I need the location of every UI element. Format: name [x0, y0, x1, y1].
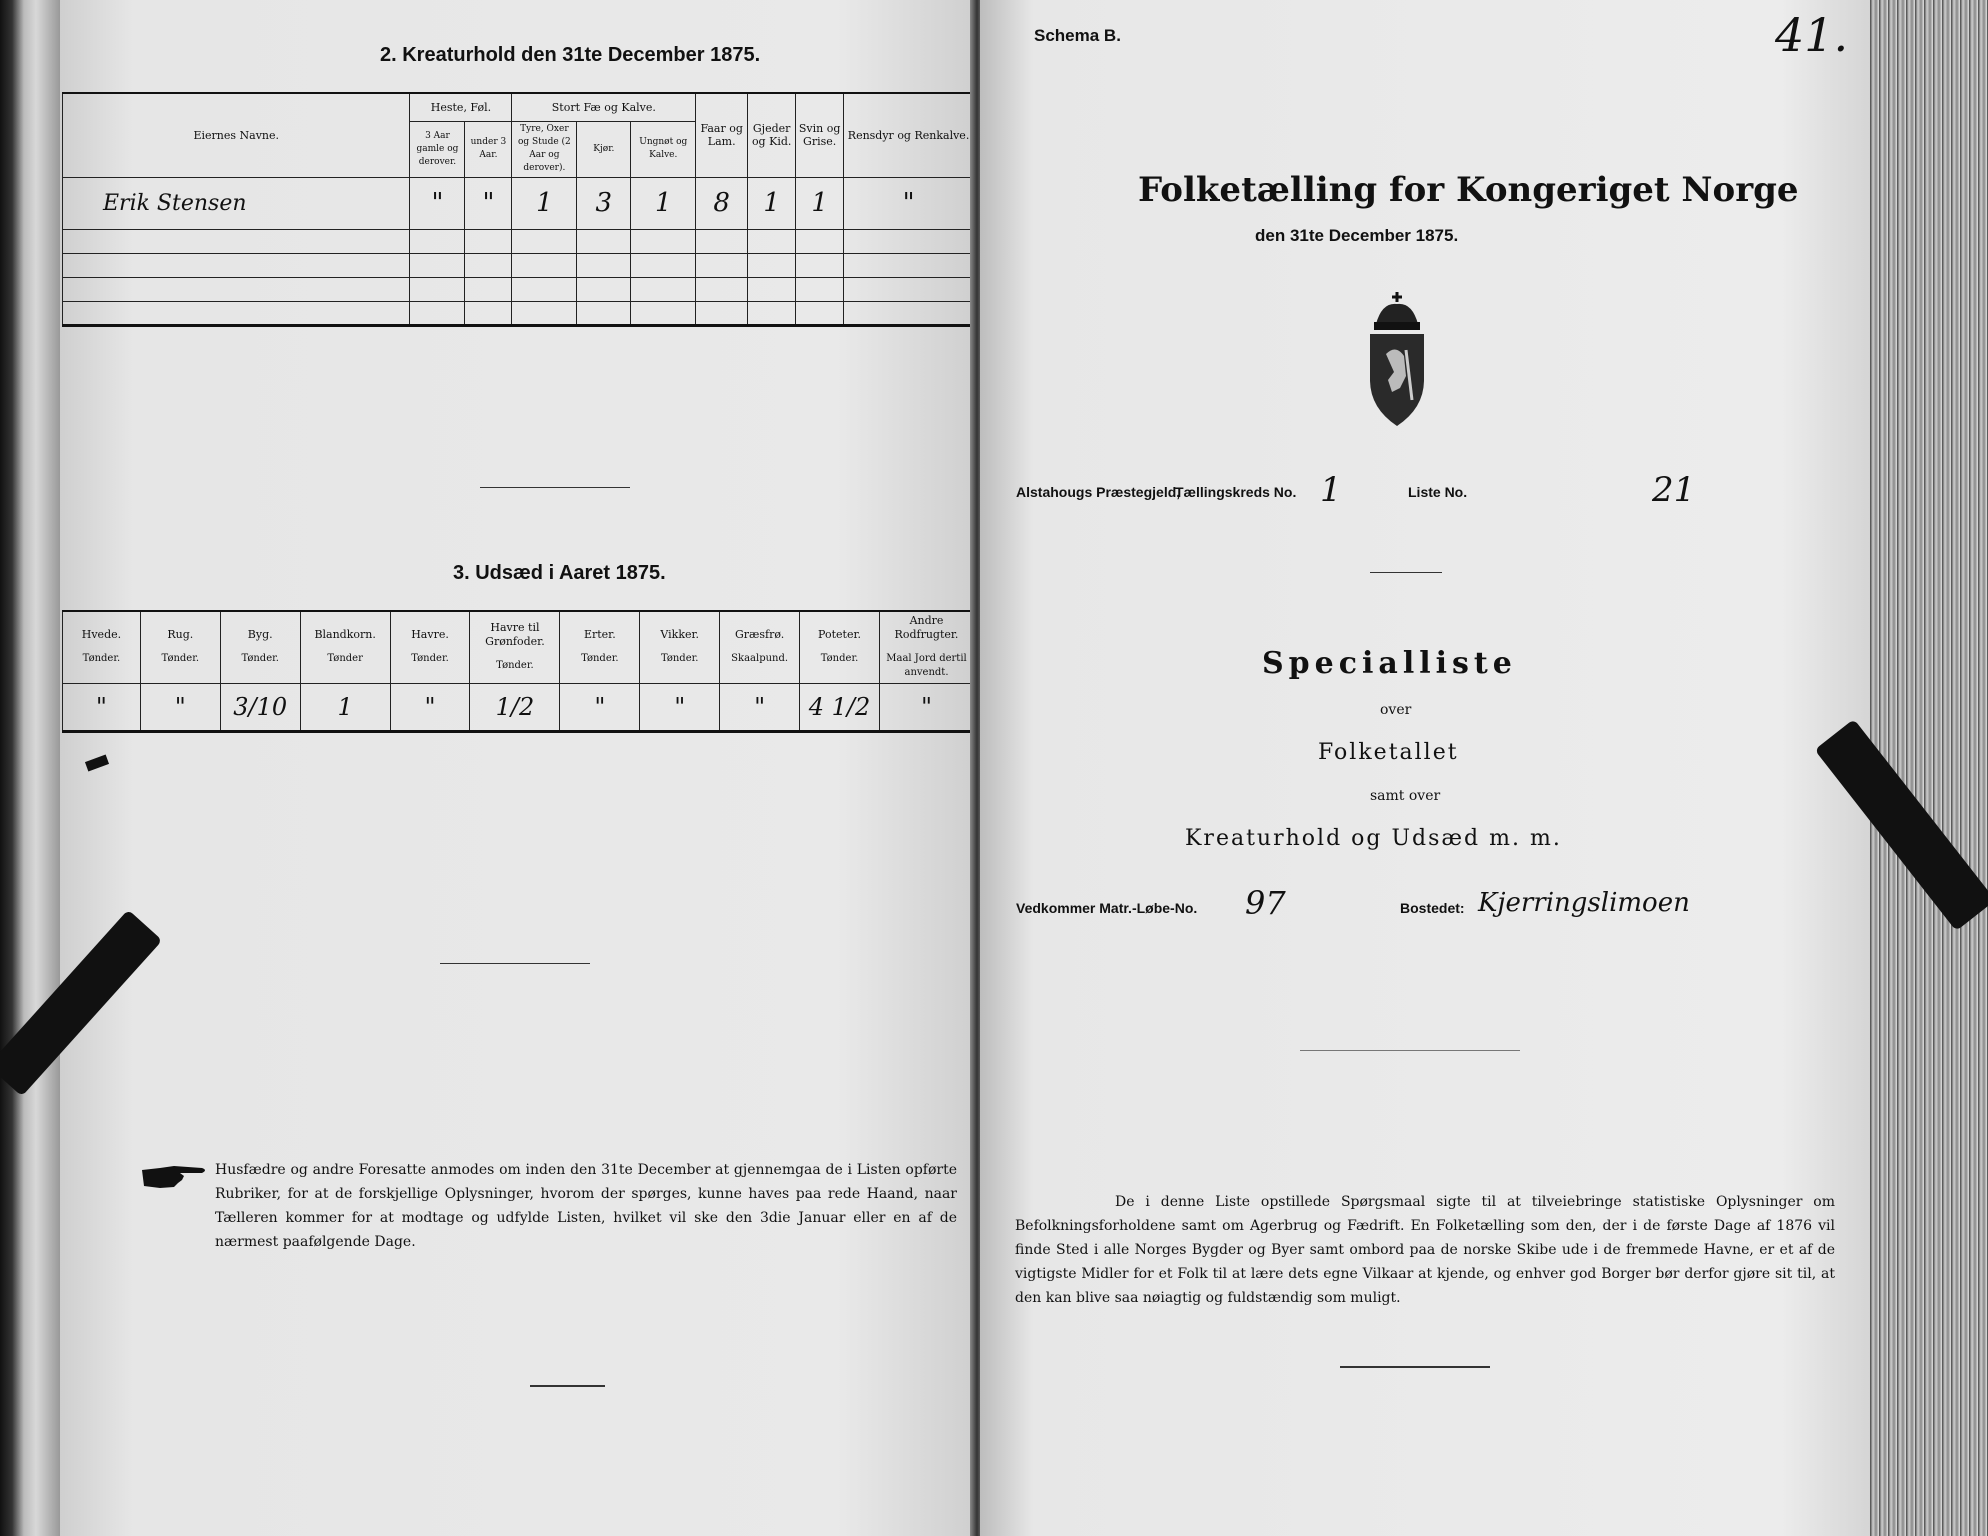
notice-text: Husfædre og andre Foresatte anmodes om inden den 31te December at gjennemgaa de i Listen opførte Rubriker, for at de forskjellige Oplysninger, hvorom der spørges, kunne haves paa rede Haand, naar Tælleren kommer for at modtage og udfylde Listen, hvilket vil ske den 3die Januar eller en af de nærmest paafølgende Dage.	[215, 1162, 957, 1250]
seed-crop-name: Havre.	[411, 628, 449, 642]
table-row	[63, 301, 974, 325]
kreaturhold-label: Kreaturhold og Udsæd m. m.	[1185, 826, 1562, 851]
seed-header-cell	[879, 611, 973, 683]
special-title: Specialliste	[1262, 646, 1517, 681]
seed-unit: Maal Jord dertil anvendt.	[886, 653, 967, 679]
over-label: over	[1380, 702, 1412, 718]
table-row	[63, 177, 974, 229]
pointing-hand-icon	[140, 1160, 210, 1194]
seed-value-cell: "	[879, 683, 973, 731]
livestock-table	[62, 92, 974, 327]
seed-crop-name: Rug.	[167, 628, 194, 642]
seed-value-cell: "	[63, 683, 141, 731]
horses-3plus-cell: "	[410, 177, 465, 229]
sheep-cell: 8	[696, 177, 748, 229]
young-cattle-header: Ungnøt og Kalve.	[631, 121, 696, 177]
samt-over-label: samt over	[1370, 788, 1441, 804]
divider	[440, 963, 590, 964]
seed-crop-name: Blandkorn.	[314, 628, 376, 642]
cattle-header: Stort Fæ og Kalve.	[512, 93, 696, 121]
cows-cell: 3	[577, 177, 631, 229]
table-row	[63, 253, 974, 277]
seed-unit: Tønder.	[660, 653, 699, 665]
seed-value-cell: 3/10	[220, 683, 300, 731]
census-date: den 31te December 1875.	[1255, 226, 1459, 245]
reindeer-cell: "	[844, 177, 974, 229]
seed-crop-name: Vikker.	[660, 628, 700, 642]
sheep-header: Faar og Lam.	[696, 93, 748, 177]
seed-crop-name: Erter.	[583, 628, 616, 642]
folketallet-label: Folketallet	[1318, 740, 1459, 765]
seed-header-cell	[390, 611, 470, 683]
seed-unit: Tønder	[327, 653, 363, 665]
horses-header: Heste, Føl.	[410, 93, 512, 121]
seed-crop-name: Havre til Grønfoder.	[485, 621, 545, 649]
divider	[530, 1385, 605, 1387]
list-number: 21	[1652, 470, 1696, 510]
seed-header-cell	[470, 611, 560, 683]
seed-table	[62, 610, 974, 733]
owner-header: Eiernes Navne.	[63, 93, 410, 177]
horses-under3-header: under 3 Aar.	[465, 121, 512, 177]
seed-crop-name: Hvede.	[81, 628, 122, 642]
matr-number: 97	[1245, 884, 1286, 922]
district-label: Tællingskreds No.	[1175, 484, 1297, 500]
pigs-header: Svin og Grise.	[796, 93, 844, 177]
goats-header: Gjeder og Kid.	[748, 93, 796, 177]
young-cattle-cell: 1	[631, 177, 696, 229]
seed-value-cell: "	[390, 683, 470, 731]
seed-header-cell	[720, 611, 800, 683]
seed-header-cell	[560, 611, 640, 683]
seed-crop-name: Poteter.	[818, 628, 862, 642]
divider	[1340, 1366, 1490, 1368]
coat-of-arms-icon	[1362, 290, 1432, 430]
seed-header-cell	[800, 611, 880, 683]
pigs-cell: 1	[796, 177, 844, 229]
horses-3plus-header: 3 Aar gamle og derover.	[410, 121, 465, 177]
seed-value-cell: 1	[300, 683, 390, 731]
seed-unit: Tønder.	[82, 653, 121, 665]
list-label: Liste No.	[1408, 484, 1468, 500]
bulls-header: Tyre, Oxer og Stude (2 Aar og derover).	[512, 121, 577, 177]
table-row	[63, 683, 974, 731]
divider	[1300, 1050, 1520, 1051]
seed-header-cell	[220, 611, 300, 683]
table-row	[63, 277, 974, 301]
seed-value-cell: "	[640, 683, 720, 731]
parish-label: Alstahougs Præstegjeld,	[1016, 484, 1181, 500]
seed-unit: Tønder.	[496, 660, 534, 672]
matr-label: Vedkommer Matr.-Løbe-No.	[1016, 900, 1198, 916]
schema-label: Schema B.	[1034, 26, 1121, 45]
footer-text: De i denne Liste opstillede Spørgsmaal sigte til at tilveiebringe statistiske Oplysninger om Befolkningsforholdene samt om Agerbrug og Fædrift. En Folketælling som den, der i de første Dage af 1876 vil finde Sted i alle Norges Bygder og Byer samt ombord paa de norske Skibe ude i de fremmede Havne, er et af de vigtigste Midler for et Folk til at lære dets egne Vilkaar at kjende, og enhver god Borger bør derfor gjøre sit til, at den kan blive saa nøiagtig og fuldstændig som muligt.	[1015, 1194, 1835, 1306]
table-row	[63, 229, 974, 253]
left-frame-edge	[0, 0, 60, 1536]
seed-unit: Tønder.	[411, 653, 449, 665]
seed-unit: Tønder.	[161, 653, 200, 665]
divider	[480, 487, 630, 488]
seed-crop-name: Byg.	[247, 628, 273, 642]
section2-title: 2. Kreaturhold den 31te December 1875.	[380, 44, 761, 66]
horses-under3-cell: "	[465, 177, 512, 229]
reindeer-header: Rensdyr og Renkalve.	[844, 93, 974, 177]
seed-header-cell	[140, 611, 220, 683]
bulls-cell: 1	[512, 177, 577, 229]
section3-title: 3. Udsæd i Aaret 1875.	[453, 562, 666, 584]
seed-crop-name: Andre Rodfrugter.	[894, 614, 959, 642]
seed-value-cell: "	[140, 683, 220, 731]
bosted-value: Kjerringslimoen	[1478, 888, 1690, 918]
seed-value-cell: "	[720, 683, 800, 731]
goats-cell: 1	[748, 177, 796, 229]
seed-unit: Tønder.	[581, 653, 619, 665]
seed-value-cell: "	[560, 683, 640, 731]
seed-header-row	[63, 611, 974, 683]
page-number: 41.	[1775, 8, 1849, 62]
bosted-label: Bostedet:	[1400, 900, 1465, 916]
district-number: 1	[1320, 470, 1342, 510]
seed-unit: Tønder.	[820, 653, 859, 665]
cows-header: Kjør.	[577, 121, 631, 177]
seed-crop-name: Græsfrø.	[734, 628, 785, 642]
divider	[1370, 572, 1442, 573]
seed-value-cell: 4 1/2	[800, 683, 880, 731]
seed-header-cell	[300, 611, 390, 683]
main-title: Folketælling for Kongeriget Norge	[1138, 170, 1799, 210]
owner-cell: Erik Stensen	[63, 177, 410, 229]
seed-value-cell: 1/2	[470, 683, 560, 731]
seed-header-cell	[63, 611, 141, 683]
seed-unit: Skaalpund.	[731, 653, 789, 665]
seed-header-cell	[640, 611, 720, 683]
seed-unit: Tønder.	[241, 653, 279, 665]
